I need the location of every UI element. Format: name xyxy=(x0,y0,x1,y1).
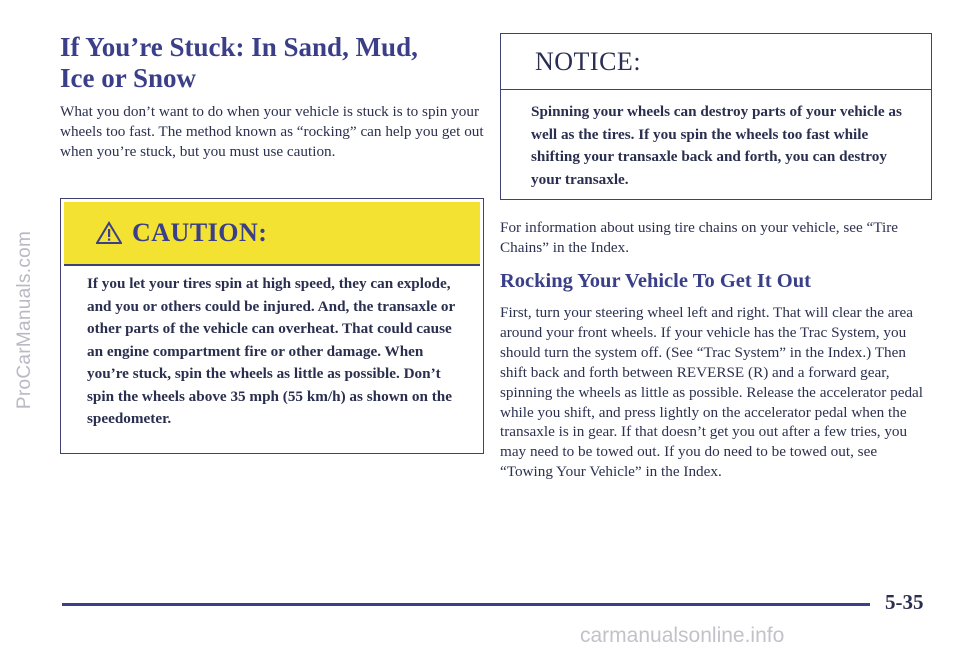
caution-divider xyxy=(64,264,480,266)
caution-title: CAUTION: xyxy=(132,218,268,247)
caution-header xyxy=(64,202,480,264)
intro-paragraph: What you don’t want to do when your vehicle is stuck is to spin your wheels too fast. The method known as “rocking” can help you get out when you’re stuck, but you must use caution. xyxy=(60,103,484,160)
caution-body: If you let your tires spin at high speed, they can explode, and you or others could be injured. And, the transaxle or other parts of the vehicle can overheat. That could cause an engine compartment fire or other damage. When you’re stuck, spin the wheels as little as possible. Don’t spin the wheels above 35 mph (55 km/h) as shown on the speedometer. xyxy=(87,275,455,427)
section-title-line1: If You’re Stuck: In Sand, Mud, xyxy=(60,32,418,62)
warning-triangle-icon xyxy=(96,221,122,245)
side-watermark-text: ProCarManuals.com xyxy=(14,230,35,410)
bottom-watermark: carmanualsonline.info xyxy=(580,624,785,647)
tire-chains-paragraph: For information about using tire chains on your vehicle, see “Tire Chains” in the Index. xyxy=(500,219,899,256)
notice-box xyxy=(500,33,932,200)
notice-header xyxy=(501,34,931,90)
page-number: 5-35 xyxy=(885,590,924,614)
rocking-subheading: Rocking Your Vehicle To Get It Out xyxy=(500,270,811,292)
notice-body: Spinning your wheels can destroy parts of your vehicle as well as the tires. If you spin the wheels too fast while shifting your transaxle back and forth, you can destroy your transaxle. xyxy=(531,103,902,188)
left-column xyxy=(60,32,485,162)
side-watermark xyxy=(10,70,40,570)
caution-box xyxy=(60,198,484,454)
section-title xyxy=(60,32,485,94)
notice-title: NOTICE: xyxy=(535,46,642,76)
section-title-line2: Ice or Snow xyxy=(60,63,197,93)
rocking-paragraph: First, turn your steering wheel left and right. That will clear the area around your front wheels. If your vehicle has the Trac System, you should turn the system off. (See “Trac System” in the Index.) Then shift back and forth between REVERSE (R) and a forward gear, spinning the wheels as little as possible. Release the accelerator pedal while you shift, and press lightly on the accelerator pedal when the transaxle is in gear. If that doesn’t get you out after a few tries, you may need to be towed out. If you do need to be towed out, see “Towing Your Vehicle” in the Index. xyxy=(500,304,923,481)
footer-rule xyxy=(62,603,870,606)
